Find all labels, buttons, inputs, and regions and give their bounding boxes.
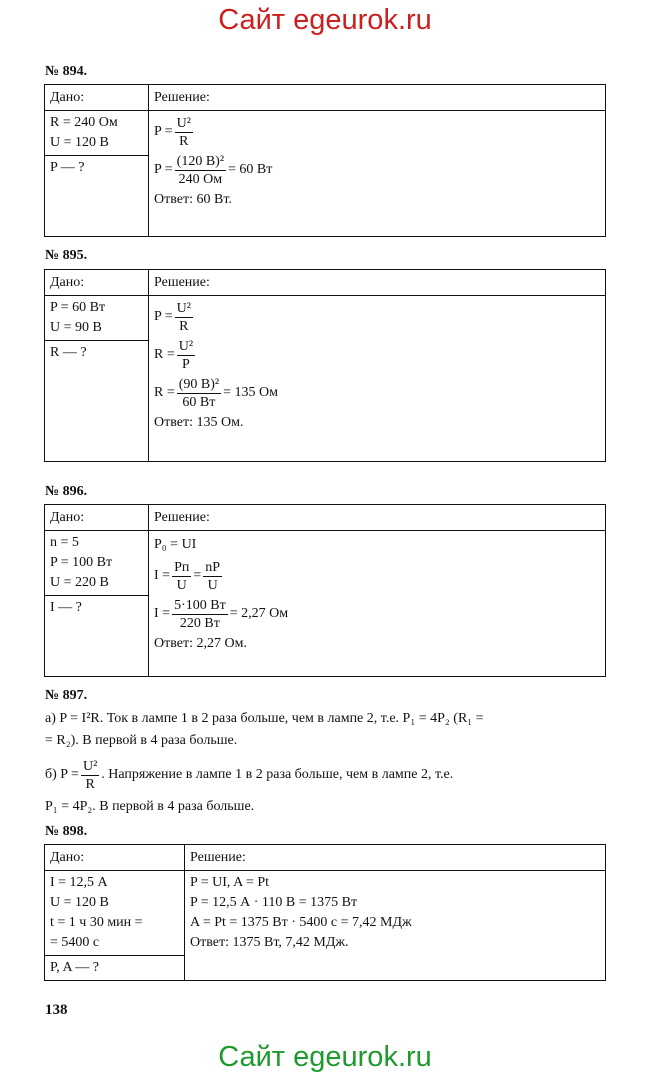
problem-898-table (44, 844, 606, 981)
given-header: Дано: (45, 270, 149, 296)
find-cell: R — ? (45, 341, 149, 462)
solution-header: Решение: (149, 85, 606, 111)
solution-header: Решение: (149, 505, 606, 531)
answer: Ответ: 135 Ом. (154, 415, 244, 430)
problem-897-number: № 897. (45, 688, 88, 703)
find-cell: I — ? (45, 596, 149, 677)
fraction: $\frac{\text{U²}}{R}$ (176, 300, 191, 334)
solution-cell (149, 111, 606, 237)
given-header: Дано: (45, 505, 149, 531)
solution-line: A = Pt = 1375 Вт · 5400 с = 7,42 МДж (190, 915, 412, 930)
given-header: Дано: (45, 85, 149, 111)
given-line: R = 240 Ом (50, 115, 118, 130)
solution-cell (185, 871, 606, 981)
fraction: $\frac{\text{U²}}{R}$ (82, 758, 98, 792)
site-header: Сайт egeurok.ru (218, 4, 432, 36)
formula: P = $\frac{\text{U²}}{R}$ (154, 300, 191, 334)
given-line: I = 12,5 А (50, 875, 108, 890)
given-line: = 5400 с (50, 935, 100, 950)
fraction: $\frac{\text{(90 В)²}}{60 Вт}$ (178, 376, 220, 410)
given-values (45, 871, 185, 956)
given-line: U = 220 В (50, 575, 109, 590)
site-footer: Сайт egeurok.ru (218, 1041, 432, 1073)
fraction: $\frac{\text{U²}}{P}$ (178, 338, 194, 372)
fraction: $\frac{\text{(120 В)²}}{240 Ом}$ (176, 153, 225, 187)
given-header: Дано: (45, 845, 185, 871)
fraction: $\frac{Pп}{U}$ (174, 559, 190, 593)
formula: P = $\frac{\text{U²}}{R}$ (154, 115, 191, 149)
problem-895-table (44, 269, 606, 462)
formula: R = $\frac{\text{(90 В)²}}{60 Вт}$ = 135 Ом (154, 376, 278, 410)
formula: P = $\frac{\text{(120 В)²}}{240 Ом}$ = 60 Вт (154, 153, 273, 187)
text-line: = R₂). В первой в 4 раза больше. (45, 733, 238, 748)
problem-895-number: № 895. (45, 248, 88, 263)
formula: I = $\frac{Pп}{U}$ = $\frac{nP}{U}$ (154, 559, 221, 593)
answer: Ответ: 2,27 Ом. (154, 636, 247, 651)
text-line-with-fraction: б) P = $\frac{\text{U²}}{R}$ . Напряжение в лампе 1 в 2 раза больше, чем в лампе 2, т.е. (45, 758, 454, 792)
problem-896-table (44, 504, 606, 677)
problem-894-number: № 894. (45, 64, 88, 79)
given-values (45, 531, 149, 596)
given-line: P = 100 Вт (50, 555, 113, 570)
text-line: а) P = I²R. Ток в лампе 1 в 2 раза больше, чем в лампе 2, т.е. P₁ = 4P₂ (R₁ = (45, 711, 484, 726)
solution-line: P = UI, A = Pt (190, 875, 270, 890)
given-line: U = 120 В (50, 135, 109, 150)
solution-cell (149, 531, 606, 677)
formula: I = $\frac{5\cdot 100 Вт}{220 Вт}$ = 2,27 Ом (154, 597, 289, 631)
problem-894-table (44, 84, 606, 237)
given-line: U = 120 В (50, 895, 109, 910)
formula: P₀ = UI (154, 537, 197, 552)
answer: Ответ: 60 Вт. (154, 192, 232, 207)
problem-897-text (45, 708, 610, 818)
solution-line: P = 12,5 А · 110 В = 1375 Вт (190, 895, 358, 910)
problem-898-number: № 898. (45, 824, 88, 839)
given-values (45, 296, 149, 341)
given-line: P = 60 Вт (50, 300, 106, 315)
given-values (45, 111, 149, 156)
fraction: $\frac{\text{U²}}{R}$ (176, 115, 191, 149)
given-line: t = 1 ч 30 мин = (50, 915, 143, 930)
formula: R = $\frac{\text{U²}}{P}$ (154, 338, 194, 372)
solution-cell (149, 296, 606, 462)
given-line: n = 5 (50, 535, 79, 550)
answer: Ответ: 1375 Вт, 7,42 МДж. (190, 935, 349, 950)
page-number: 138 (45, 1002, 68, 1018)
fraction: $\frac{nP}{U}$ (205, 559, 221, 593)
solution-header: Решение: (185, 845, 606, 871)
given-line: U = 90 В (50, 320, 102, 335)
text-line: P₁ = 4P₂. В первой в 4 раза больше. (45, 799, 255, 814)
solution-header: Решение: (149, 270, 606, 296)
problem-896-number: № 896. (45, 484, 88, 499)
fraction: $\frac{5\cdot 100 Вт}{220 Вт}$ (174, 597, 226, 631)
find-cell: P, A — ? (45, 956, 185, 981)
find-cell: P — ? (45, 156, 149, 237)
